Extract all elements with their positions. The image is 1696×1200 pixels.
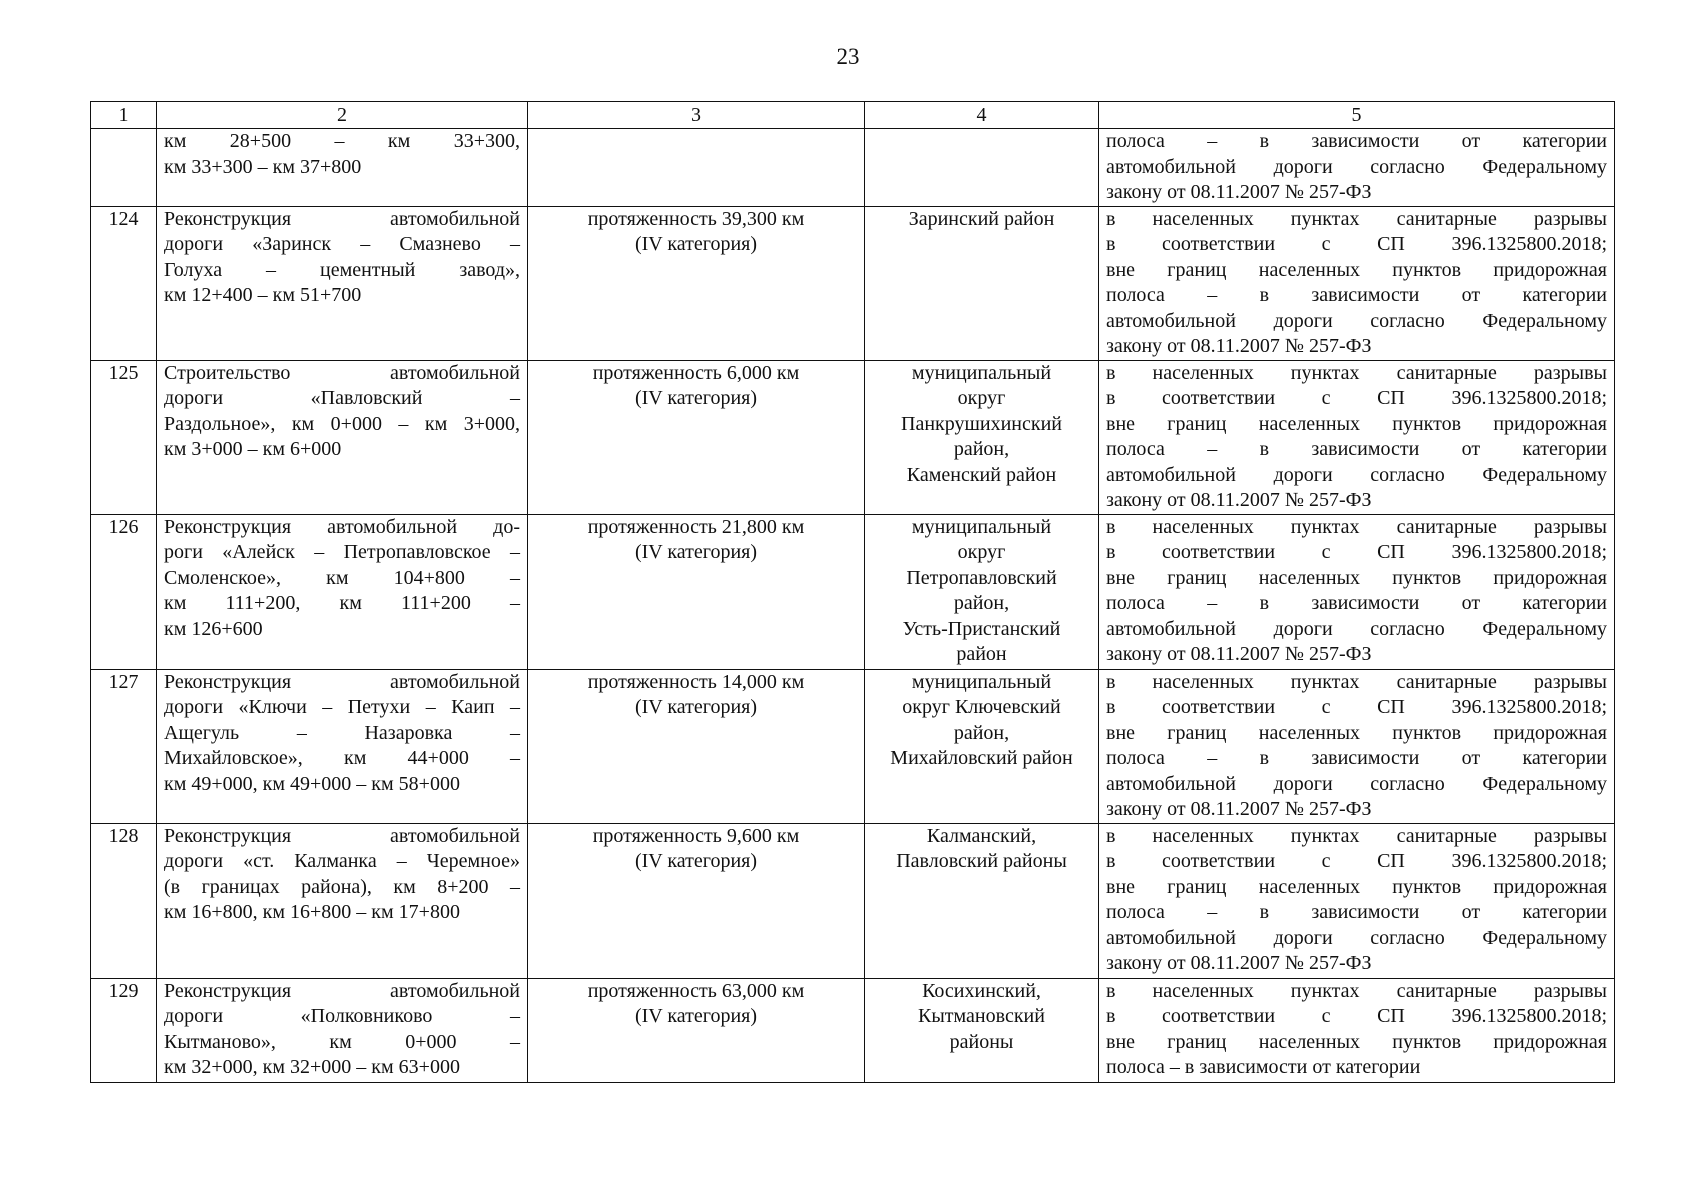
object-line: км 49+000, км 49+000 – км 58+000 bbox=[164, 772, 460, 795]
cell-zone bbox=[1099, 360, 1615, 514]
parameters-line: протяженность 6,000 км bbox=[592, 361, 800, 384]
object-line: дороги «ст. Калманка – Черемное» bbox=[164, 850, 520, 872]
parameters-line: протяженность 21,800 км bbox=[587, 515, 805, 538]
object-line: км 28+500 – км 33+300, bbox=[164, 130, 520, 152]
zone-line: в населенных пунктах санитарные разрывы bbox=[1106, 361, 1607, 384]
object-line: км 12+400 – км 51+700 bbox=[164, 284, 362, 306]
zone-line: закону от 08.11.2007 № 257-ФЗ bbox=[1106, 489, 1372, 511]
location-line: Панкрушихинский bbox=[901, 412, 1062, 435]
location-line: округ bbox=[957, 541, 1006, 563]
parameters-line: протяженность 63,000 км bbox=[587, 979, 805, 1002]
cell-number: 124 bbox=[91, 206, 157, 360]
zone-line: в соответствии с СП 396.1325800.2018; bbox=[1106, 1005, 1607, 1027]
object-line: дороги «Павловский – bbox=[164, 387, 520, 409]
parameters-line: (IV категория) bbox=[634, 541, 758, 563]
object-line: км 16+800, км 16+800 – км 17+800 bbox=[164, 901, 460, 923]
parameters-line: протяженность 39,300 км bbox=[587, 207, 805, 230]
cell-number: 127 bbox=[91, 669, 157, 823]
location-line: Петропавловский bbox=[906, 566, 1057, 589]
location-line: Кытмановский bbox=[918, 1005, 1045, 1027]
cell-location bbox=[865, 129, 1099, 207]
location-line: Заринский район bbox=[908, 207, 1055, 230]
cell-location bbox=[865, 823, 1099, 978]
location-line: район, bbox=[953, 592, 1010, 614]
zone-line: полоса – в зависимости от категории bbox=[1106, 284, 1607, 306]
location-line: округ bbox=[957, 387, 1006, 409]
cell-location bbox=[865, 669, 1099, 823]
location-line: округ Ключевский bbox=[902, 696, 1061, 718]
column-header-1: 1 bbox=[91, 102, 157, 129]
zone-line: автомобильной дороги согласно Федеральному bbox=[1106, 309, 1607, 332]
zone-line: в соответствии с СП 396.1325800.2018; bbox=[1106, 541, 1607, 563]
location-line: муниципальный bbox=[911, 361, 1052, 384]
zone-line: закону от 08.11.2007 № 257-ФЗ bbox=[1106, 181, 1372, 203]
location-line: Косихинский, bbox=[922, 979, 1041, 1002]
zone-line: вне границ населенных пунктов придорожная bbox=[1106, 566, 1607, 589]
parameters-line: (IV категория) bbox=[634, 696, 758, 718]
parameters-line: (IV категория) bbox=[634, 233, 758, 255]
location-line: Павловский районы bbox=[896, 850, 1067, 872]
location-line: муниципальный bbox=[911, 515, 1052, 538]
cell-object bbox=[157, 978, 528, 1082]
cell-number: 129 bbox=[91, 978, 157, 1082]
zone-line: полоса – в зависимости от категории bbox=[1106, 747, 1607, 769]
header-row bbox=[91, 102, 1615, 129]
zone-line: в соответствии с СП 396.1325800.2018; bbox=[1106, 696, 1607, 718]
location-line: муниципальный bbox=[911, 670, 1052, 693]
object-line: (в границах района), км 8+200 – bbox=[164, 875, 520, 898]
cell-zone bbox=[1099, 514, 1615, 669]
page-number: 23 bbox=[836, 44, 860, 69]
cell-parameters bbox=[528, 129, 865, 207]
roads-table bbox=[90, 101, 1615, 1083]
zone-line: в населенных пунктах санитарные разрывы bbox=[1106, 207, 1607, 230]
object-line: Реконструкция автомобильной bbox=[164, 207, 520, 230]
table-row-continued bbox=[91, 129, 1615, 207]
object-line: Раздольное», км 0+000 – км 3+000, bbox=[164, 412, 520, 435]
column-header-4: 4 bbox=[865, 102, 1099, 129]
cell-parameters bbox=[528, 206, 865, 360]
zone-line: в населенных пунктах санитарные разрывы bbox=[1106, 824, 1607, 847]
cell-number: 126 bbox=[91, 514, 157, 669]
cell-zone bbox=[1099, 978, 1615, 1082]
object-line: км 126+600 bbox=[164, 617, 263, 640]
parameters-line: (IV категория) bbox=[634, 1005, 758, 1027]
zone-line: вне границ населенных пунктов придорожная bbox=[1106, 1030, 1607, 1053]
object-line: Реконструкция автомобильной bbox=[164, 824, 520, 847]
zone-line: вне границ населенных пунктов придорожная bbox=[1106, 258, 1607, 281]
table-row bbox=[91, 360, 1615, 514]
location-line: район, bbox=[953, 438, 1010, 460]
table-row bbox=[91, 978, 1615, 1082]
zone-line: в населенных пунктах санитарные разрывы bbox=[1106, 979, 1607, 1002]
zone-line: закону от 08.11.2007 № 257-ФЗ bbox=[1106, 643, 1372, 665]
zone-line: вне границ населенных пунктов придорожная bbox=[1106, 721, 1607, 744]
location-line: Калманский, bbox=[926, 824, 1037, 847]
object-line: км 3+000 – км 6+000 bbox=[164, 438, 342, 460]
cell-number: 125 bbox=[91, 360, 157, 514]
table-body bbox=[91, 102, 1615, 1083]
cell-location bbox=[865, 206, 1099, 360]
cell-zone bbox=[1099, 823, 1615, 978]
zone-line: полоса – в зависимости от категории bbox=[1106, 130, 1607, 152]
object-line: км 32+000, км 32+000 – км 63+000 bbox=[164, 1056, 460, 1078]
object-line: Строительство автомобильной bbox=[164, 361, 520, 384]
location-line: район bbox=[956, 643, 1007, 665]
zone-line: в населенных пунктах санитарные разрывы bbox=[1106, 670, 1607, 693]
location-line: Усть-Пристанский bbox=[902, 617, 1061, 640]
zone-line: в соответствии с СП 396.1325800.2018; bbox=[1106, 850, 1607, 872]
object-line: Ащегуль – Назаровка – bbox=[164, 721, 520, 744]
cell-object bbox=[157, 669, 528, 823]
object-line: Реконструкция автомобильной до- bbox=[164, 515, 520, 538]
parameters-line: протяженность 9,600 км bbox=[592, 824, 800, 847]
cell-number: 128 bbox=[91, 823, 157, 978]
location-line: Михайловский район bbox=[890, 747, 1073, 769]
column-header-5: 5 bbox=[1099, 102, 1615, 129]
zone-line: вне границ населенных пунктов придорожная bbox=[1106, 875, 1607, 898]
table-row bbox=[91, 514, 1615, 669]
zone-line: в соответствии с СП 396.1325800.2018; bbox=[1106, 233, 1607, 255]
zone-line: закону от 08.11.2007 № 257-ФЗ bbox=[1106, 335, 1372, 357]
zone-line: автомобильной дороги согласно Федеральному bbox=[1106, 772, 1607, 795]
object-line: Кытманово», км 0+000 – bbox=[164, 1030, 520, 1053]
location-line: район, bbox=[953, 721, 1010, 744]
object-line: км 111+200, км 111+200 – bbox=[164, 592, 520, 614]
object-line: Смоленское», км 104+800 – bbox=[164, 566, 520, 589]
cell-location bbox=[865, 360, 1099, 514]
cell-parameters bbox=[528, 823, 865, 978]
zone-line: закону от 08.11.2007 № 257-ФЗ bbox=[1106, 952, 1372, 974]
object-line: дороги «Заринск – Смазнево – bbox=[164, 233, 520, 255]
cell-object bbox=[157, 360, 528, 514]
zone-line: полоса – в зависимости от категории bbox=[1106, 901, 1607, 923]
cell-object bbox=[157, 206, 528, 360]
zone-line: полоса – в зависимости от категории bbox=[1106, 1056, 1421, 1078]
cell-parameters bbox=[528, 669, 865, 823]
table-row bbox=[91, 669, 1615, 823]
cell-parameters bbox=[528, 514, 865, 669]
zone-line: автомобильной дороги согласно Федеральному bbox=[1106, 617, 1607, 640]
zone-line: автомобильной дороги согласно Федеральному bbox=[1106, 155, 1607, 178]
cell-parameters bbox=[528, 978, 865, 1082]
object-line: дороги «Полковниково – bbox=[164, 1005, 520, 1027]
cell-zone bbox=[1099, 129, 1615, 207]
location-line: Каменский район bbox=[906, 463, 1057, 486]
object-line: Голуха – цементный завод», bbox=[164, 258, 520, 281]
cell-parameters bbox=[528, 360, 865, 514]
location-line: районы bbox=[949, 1030, 1014, 1053]
column-header-3: 3 bbox=[528, 102, 865, 129]
table-row bbox=[91, 206, 1615, 360]
parameters-line: протяженность 14,000 км bbox=[587, 670, 805, 693]
object-line: км 33+300 – км 37+800 bbox=[164, 155, 362, 178]
object-line: Реконструкция автомобильной bbox=[164, 670, 520, 693]
cell-location bbox=[865, 514, 1099, 669]
cell-zone bbox=[1099, 206, 1615, 360]
zone-line: вне границ населенных пунктов придорожная bbox=[1106, 412, 1607, 435]
table-row bbox=[91, 823, 1615, 978]
object-line: Реконструкция автомобильной bbox=[164, 979, 520, 1002]
zone-line: закону от 08.11.2007 № 257-ФЗ bbox=[1106, 798, 1372, 820]
zone-line: в соответствии с СП 396.1325800.2018; bbox=[1106, 387, 1607, 409]
parameters-line: (IV категория) bbox=[634, 850, 758, 872]
cell-object bbox=[157, 514, 528, 669]
zone-line: полоса – в зависимости от категории bbox=[1106, 592, 1607, 614]
cell-zone bbox=[1099, 669, 1615, 823]
cell-number bbox=[91, 129, 157, 207]
object-line: Михайловское», км 44+000 – bbox=[164, 747, 520, 769]
object-line: дороги «Ключи – Петухи – Каип – bbox=[164, 696, 520, 718]
column-header-2: 2 bbox=[157, 102, 528, 129]
parameters-line: (IV категория) bbox=[634, 387, 758, 409]
cell-location bbox=[865, 978, 1099, 1082]
cell-object bbox=[157, 823, 528, 978]
zone-line: полоса – в зависимости от категории bbox=[1106, 438, 1607, 460]
zone-line: в населенных пунктах санитарные разрывы bbox=[1106, 515, 1607, 538]
cell-object bbox=[157, 129, 528, 207]
zone-line: автомобильной дороги согласно Федеральному bbox=[1106, 463, 1607, 486]
object-line: роги «Алейск – Петропавловское – bbox=[164, 541, 520, 563]
zone-line: автомобильной дороги согласно Федеральному bbox=[1106, 926, 1607, 949]
